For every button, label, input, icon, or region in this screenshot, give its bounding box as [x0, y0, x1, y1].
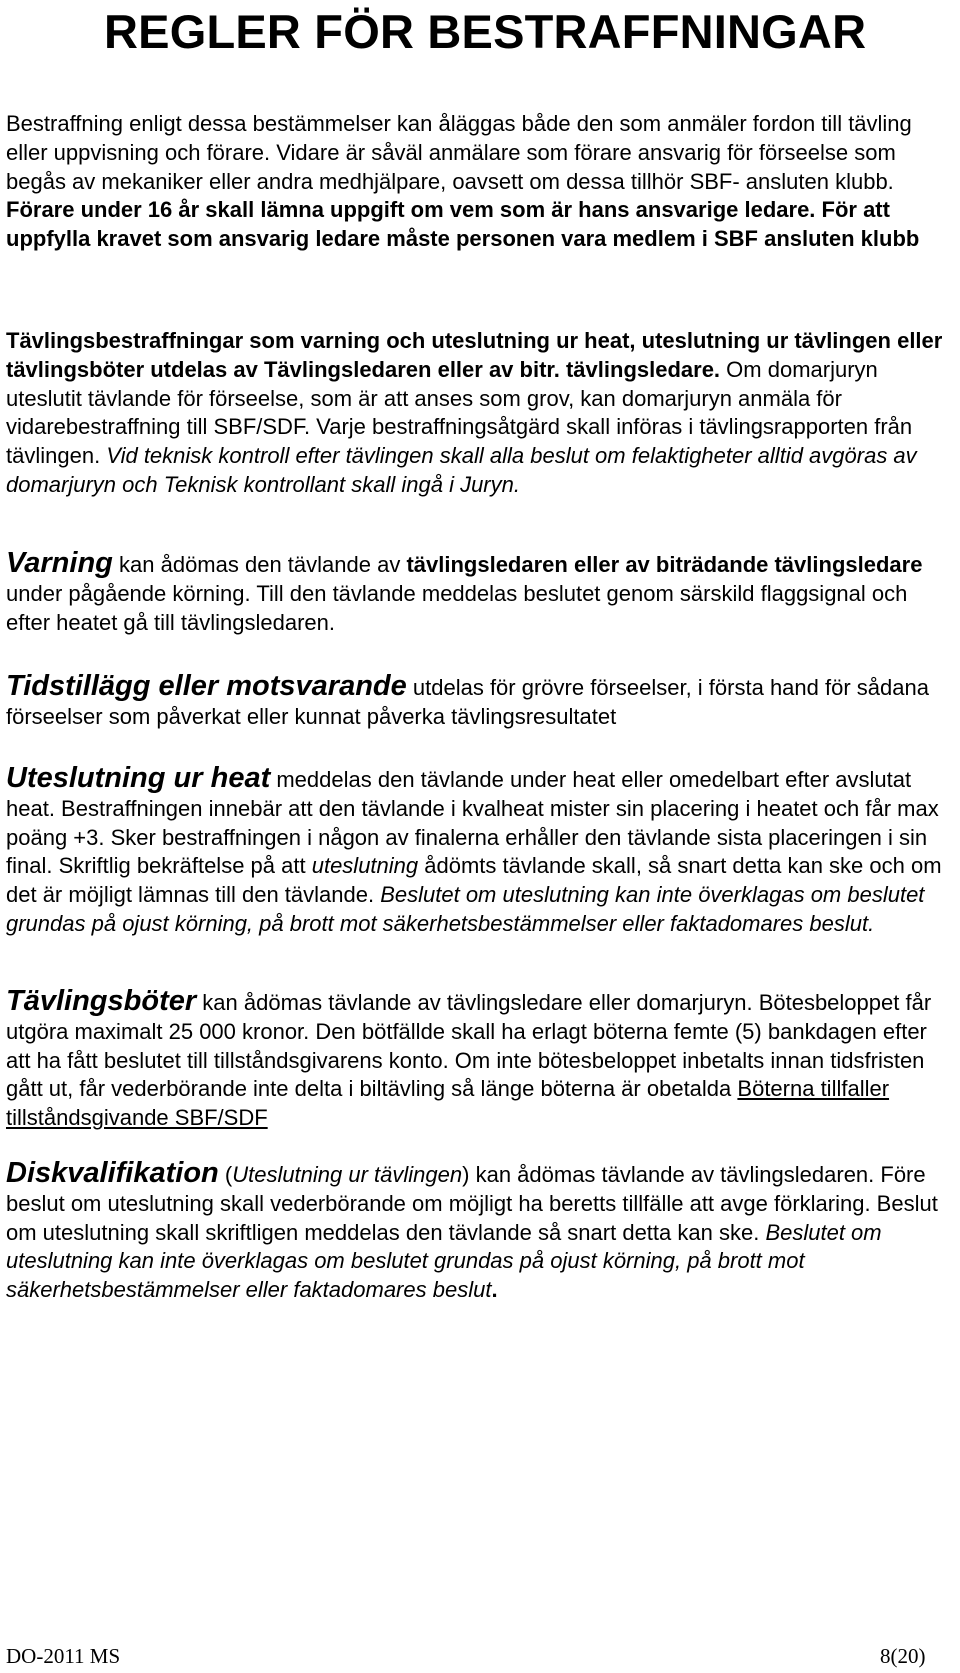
diskvalifikation-paren-italic: Uteslutning ur tävlingen: [232, 1162, 463, 1187]
uteslutning-italic-text: Beslutet om uteslutning kan inte överklagas om beslutet grundas på ojust körning, på brott mot säkerhetsbestämmelser eller faktadomares beslut.: [6, 882, 925, 936]
uteslutning-italic-word: uteslutning: [311, 853, 419, 879]
general-paragraph: [6, 327, 954, 500]
general-text: Om domarjuryn uteslutit tävlande för förseelse, som är att anses som grov, kan domarjuryn anmäla för vidarebestraffning till SBF/SDF. Varje bestraffningsåtgärd skall införas i tävlingsrapporten från tävlingen.: [6, 356, 913, 469]
diskvalifikation-heading: Diskvalifikation: [6, 1157, 219, 1189]
footer-page-number: 8(20): [880, 1644, 926, 1668]
tavlingsboter-underlined-text: Böterna tillfaller tillståndsgivande SBF/SDF: [6, 1076, 890, 1131]
tidstillagg-heading: Tidstillägg eller motsvarande: [6, 670, 407, 702]
intro-text: Bestraffning enligt dessa bestämmelser kan åläggas både den som anmäler fordon till tävling eller uppvisning och förare. Vidare är såväl anmälare som förare ansvarig för förseelse som begås av mekaniker eller andra medhjälpare, oavsett om dessa tillhör SBF- ansluten klubb.: [6, 111, 912, 194]
diskvalifikation-paren-close: ): [462, 1162, 470, 1187]
varning-heading: Varning: [6, 547, 113, 579]
general-bold-text: Tävlingsbestraffningar som varning och uteslutning ur heat, uteslutning ur tävlingen eller tävlingsböter utdelas av Tävlingsledaren eller av bitr. tävlingsledare.: [6, 328, 943, 382]
page-title: REGLER FÖR BESTRAFFNINGAR: [104, 5, 867, 58]
diskvalifikation-end-period: .: [491, 1277, 498, 1303]
tavlingsboter-text: kan ådömas tävlande av tävlingsledare eller domarjuryn. Bötesbeloppet får utgöra maximalt 25 000 kronor. Den bötfällde skall ha erlagt böterna femte (5) bankdagen efter att ha fått beslutet till tillståndsgivarens konto. Om inte bötesbeloppet inbetalts innan tidsfristen gått ut, får vederbörande inte delta i biltävling så länge böterna är obetalda: [6, 990, 932, 1102]
varning-text-2: under pågående körning. Till den tävlande meddelas beslutet genom särskild flaggsignal och efter heatet gå till tävlingsledaren.: [6, 580, 908, 635]
uteslutning-section: [6, 764, 954, 939]
tavlingsboter-heading: Tävlingsböter: [6, 985, 197, 1017]
varning-bold-text: tävlingsledaren eller av biträdande tävlingsledare: [406, 552, 923, 577]
tavlingsboter-section: [6, 987, 954, 1133]
intro-bold-text: Förare under 16 år skall lämna uppgift om vem som är hans ansvarige ledare. För att uppfylla kravet som ansvarig ledare måste personen vara medlem i SBF ansluten klubb: [6, 197, 920, 252]
diskvalifikation-section: [6, 1159, 954, 1305]
intro-paragraph: [6, 110, 954, 254]
diskvalifikation-text: kan ådömas tävlande av tävlingsledaren. Före beslut om uteslutning skall vederbörande om möjligt ha beretts tillfälle att avge förklaring. Beslut om uteslutning skall skriftligen meddelas den tävlande så snart detta kan ske.: [6, 1162, 938, 1245]
uteslutning-text-1: meddelas den tävlande under heat eller omedelbart efter avslutat heat. Bestraffningen innebär att den tävlande i kvalheat mister sin placering i heatet och får max poäng +3. Sker bestraffningen i någon av finalerna erhåller den tävlande sista placeringen i sin final. Skriftlig bekräftelse på att: [6, 767, 939, 879]
varning-text-1: kan ådömas den tävlande av: [119, 552, 401, 577]
tidstillagg-section: [6, 672, 954, 732]
general-italic-text: Vid teknisk kontroll efter tävlingen skall alla beslut om felaktigheter alltid avgöras av domarjuryn och Teknisk kontrollant skall ingå i Juryn.: [6, 443, 917, 497]
diskvalifikation-italic-text: Beslutet om uteslutning kan inte överklagas om beslutet grundas på ojust körning, på brott mot säkerhetsbestämmelser eller faktadomares beslut: [6, 1219, 882, 1303]
varning-section: [6, 549, 954, 637]
uteslutning-heading: Uteslutning ur heat: [6, 762, 271, 794]
tidstillagg-text: utdelas för grövre förseelser, i första hand för sådana förseelser som påverkat eller kunnat påverka tävlingsresultatet: [6, 675, 929, 729]
footer-document-id: DO-2011 MS: [6, 1644, 121, 1668]
uteslutning-text-2: ådömts tävlande skall, så snart detta kan ske och om det är möjligt lämnas till den tävlande.: [6, 853, 942, 908]
diskvalifikation-paren-open: (: [224, 1162, 233, 1187]
